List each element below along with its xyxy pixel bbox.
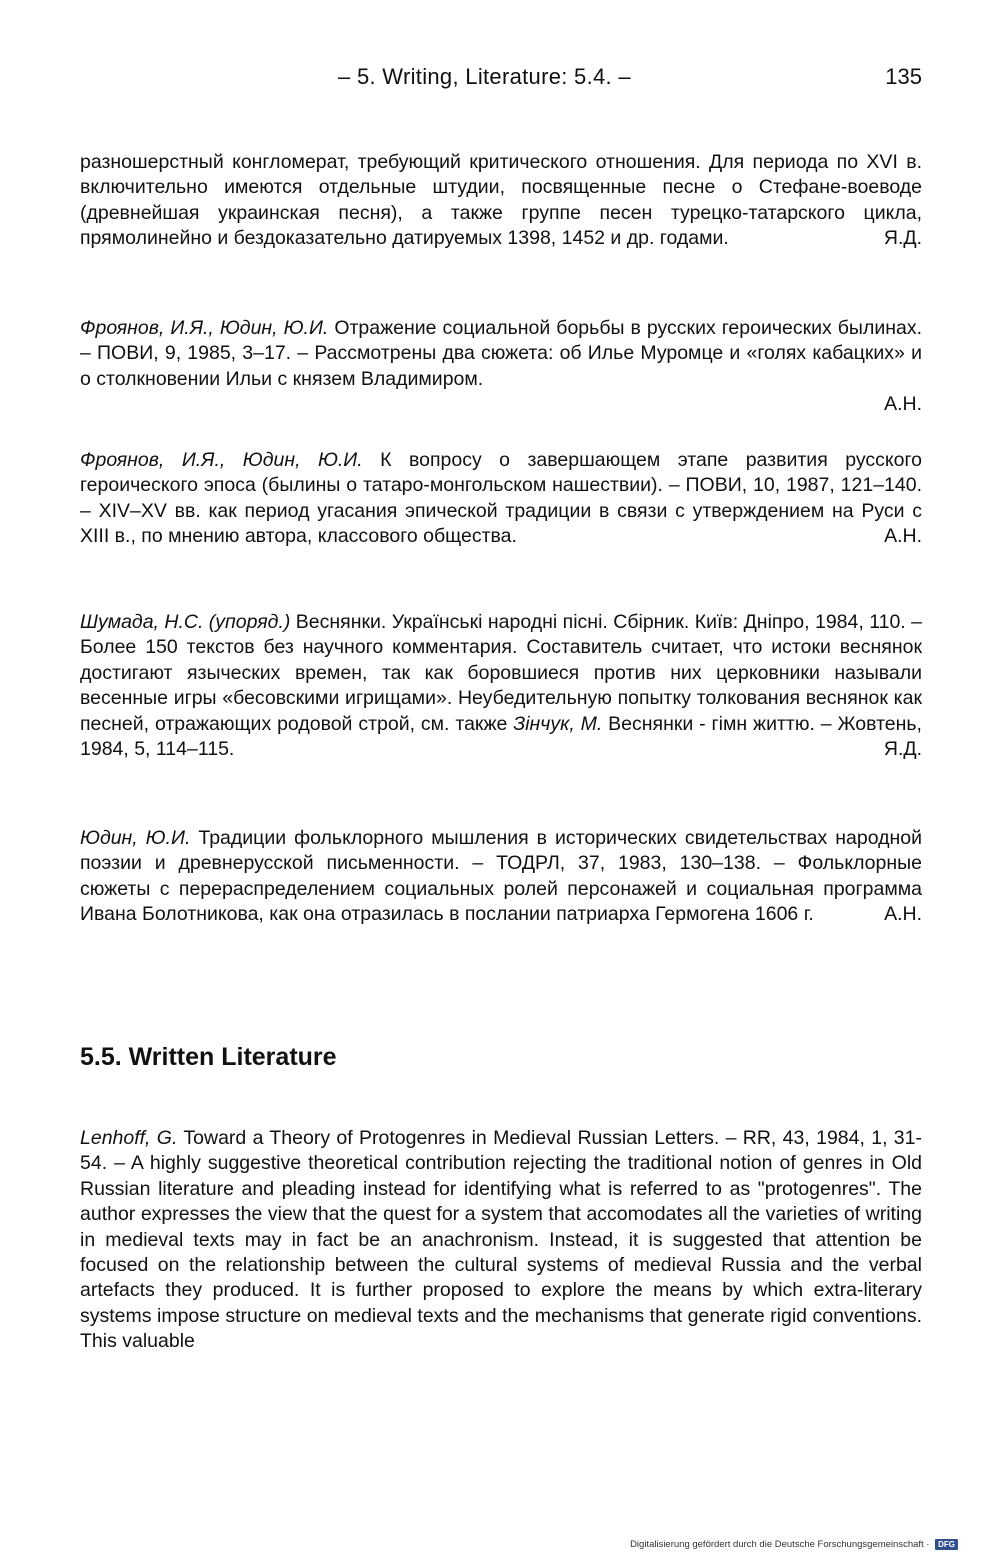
entry-text: Toward a Theory of Protogenres in Medieval Russian Letters. – RR, 43, 1984, 1, 31-54. – A highly suggestive theoretical contribution rejecting the traditional notion of genres in Old Russian literature and pleading instead for identifying what is referred to as "protogenres". The author expresses the view that the quest for a system that accomodates all the varieties of writing in medieval texts may in fact be an anachronism. Instead, it is suggested that attention be focused on the relationship between the cultural systems of medieval Russia and the verbal artefacts they produced. It is further proposed to explore the means by which extra-literary systems impose structure on medieval texts and the mechanisms that generate rigid conventions. This valuable [80, 1127, 922, 1353]
entry-text: Веснянки. Українські народні пісні. Сбірник. Київ: Дніпро, 1984, 110. – Более 150 текстов без научного комментария. Составитель считает, что истоки веснянок достигают языческих времен, так как боровшиеся против них церковники называли весенные игры «бесовскими игрищами». Неубедительную попытку толкования веснянок как песней, отражающих родовой строй, см. также [80, 611, 922, 735]
bibliography-entry [80, 448, 922, 550]
entry-text: разношерстный конгломерат, требующий критического отношения. Для периода по XVI в. включительно имеются отдельные штудии, посвященные песне о Стефане-воеводе (древнейшая украинская песня), а также группе песен турецко-татарского цикла, прямолинейно и бездоказательно датируемых 1398, 1452 и др. годами. [80, 151, 922, 250]
entry-ref-author: Зінчук, М. [513, 712, 603, 735]
dfg-logo: DFG [935, 1539, 958, 1550]
section-title: 5.5. Written Literature [80, 1043, 337, 1071]
bibliography-entry [80, 826, 922, 928]
entry-author: Юдин, Ю.И. [80, 827, 191, 849]
footer-text: Digitalisierung gefördert durch die Deutsche Forschungsgemeinschaft · [630, 1539, 930, 1550]
reviewer-initials: Я.Д. [883, 738, 922, 761]
entry-text: Традиции фольклорного мышления в исторических свидетельствах народной поэзии и древнерусской письменности. – ТОДРЛ, 37, 1983, 130–138. – Фольклорные сюжеты с перераспределением социальных ролей персонажей и социальная программа Ивана Болотникова, как она отразилась в послании патриарха Гермогена 1606 г. [80, 827, 922, 926]
entry-text-after: Веснянки - гімн життю. – Жовтень, 1984, 5, 114–115. [80, 712, 922, 761]
bibliography-entry [80, 316, 922, 418]
entry-text: Отражение социальной борьбы в русских героических былинах. – ПОВИ, 9, 1985, 3–17. – Рассмотрены два сюжета: об Илье Муромце и «голях кабацких» и о столкновении Ильи с князем Владимиром. [80, 317, 923, 390]
reviewer-initials: Я.Д. [883, 227, 922, 250]
page-header [80, 64, 922, 98]
page-number: 135 [885, 64, 922, 89]
bibliography-entry [80, 150, 922, 252]
entry-text: К вопросу о завершающем этапе развития русского героического эпоса (былины о татаро-монгольском нашествии). – ПОВИ, 10, 1987, 121–140. – XIV–XV вв. как период угасания эпической традиции в связи с утверждением на Руси с XIII в., по мнению автора, классового общества. [80, 449, 923, 548]
reviewer-initials: А.Н. [884, 903, 922, 926]
bibliography-entry [80, 610, 922, 762]
reviewer-initials: А.Н. [884, 525, 922, 548]
entry-author: Шумада, Н.С. (упоряд.) [80, 611, 291, 633]
running-head: – 5. Writing, Literature: 5.4. – [338, 64, 631, 89]
entry-author: Фроянов, И.Я., Юдин, Ю.И. [80, 449, 363, 471]
reviewer-initials: А.Н. [884, 393, 922, 416]
digitization-footer [630, 1539, 958, 1550]
entry-author: Lenhoff, G. [80, 1127, 178, 1149]
entry-author: Фроянов, И.Я., Юдин, Ю.И. [80, 317, 329, 339]
bibliography-entry-en [80, 1126, 922, 1355]
